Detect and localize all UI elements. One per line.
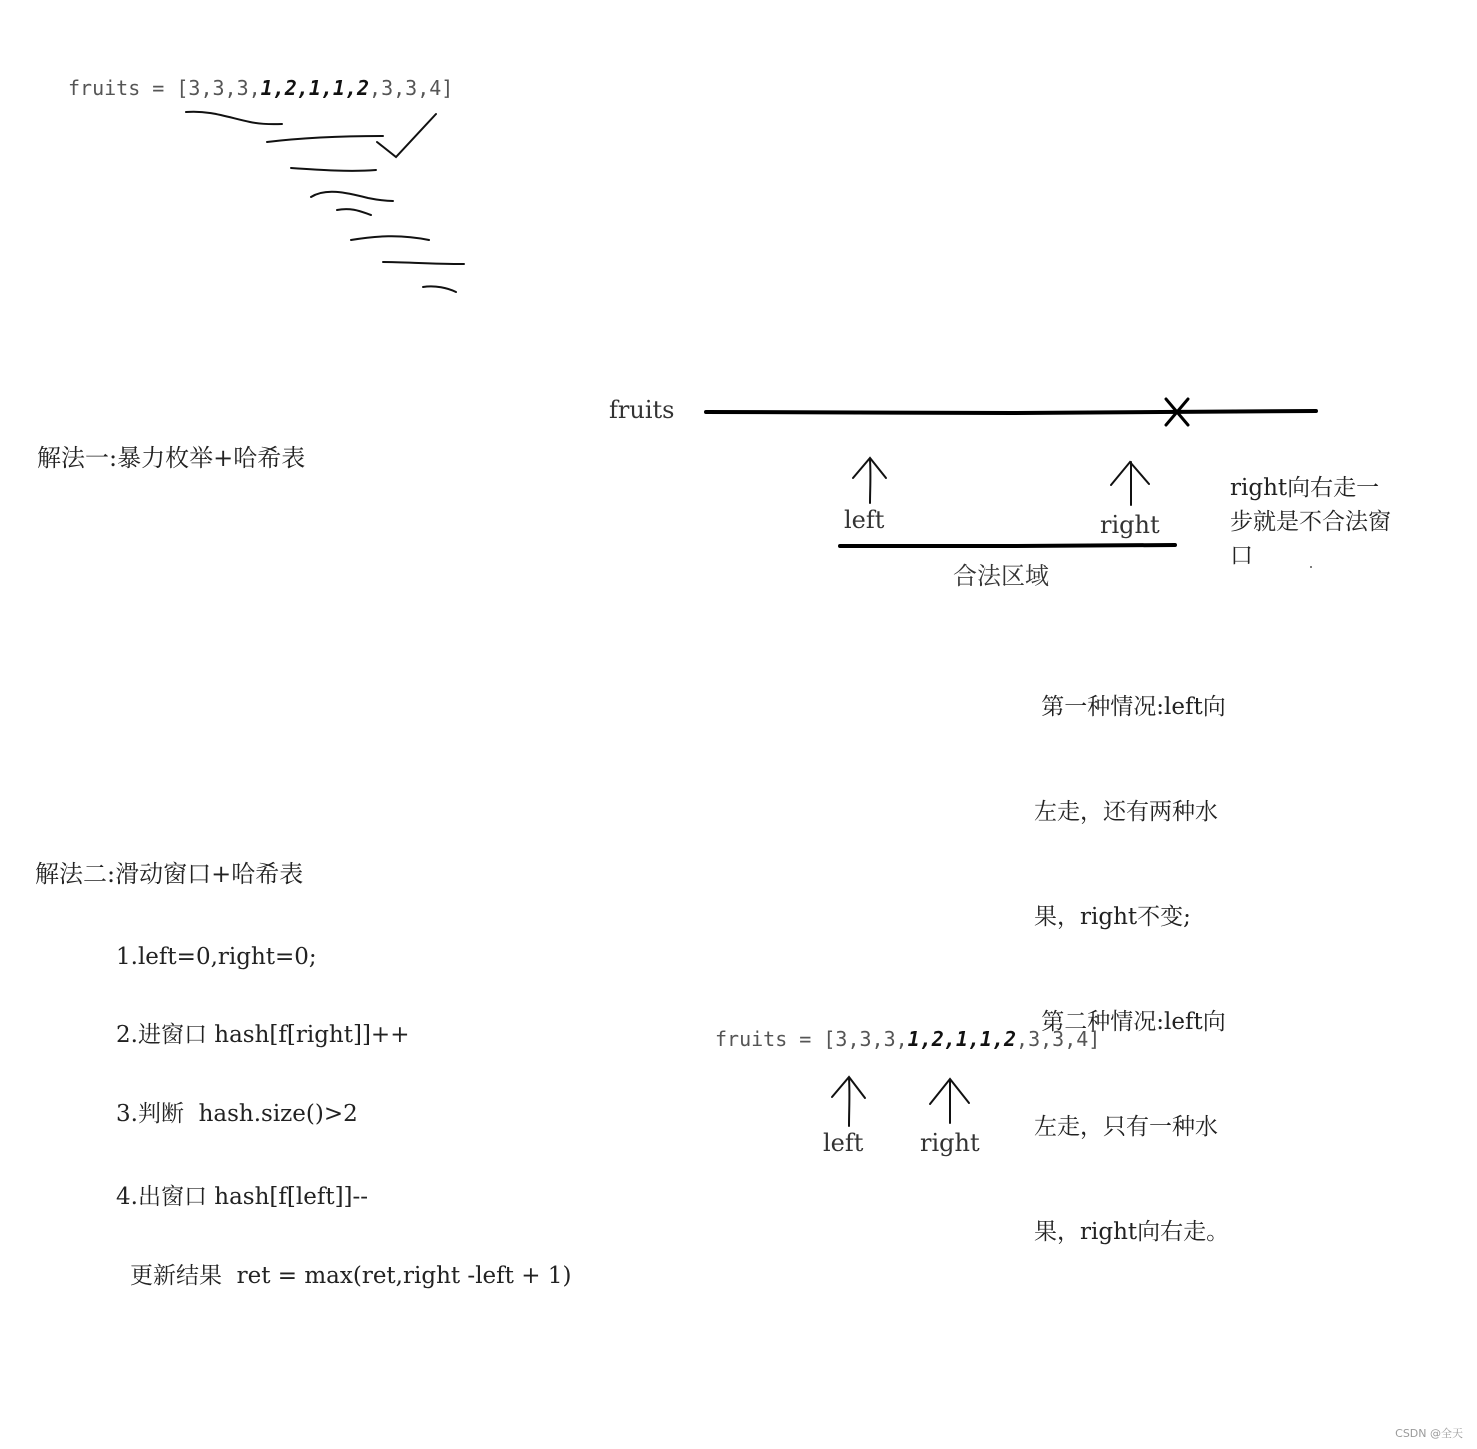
fruits-label: fruits [609,396,675,424]
array-bottom-plain-b: ,3,3,4] [1016,1027,1101,1051]
solution1-title: 解法一:暴力枚举+哈希表 [37,444,306,472]
bottom-left-label: left [823,1129,864,1157]
case-line-5: 左走，只有一种水 [1034,1114,1218,1140]
bottom-right-label: right [920,1129,980,1157]
array-bottom-prefix: fruits = [ [715,1027,836,1051]
array-bottom-bold: 1,2,1,1,2 [907,1027,1017,1051]
enum-stroke-2 [267,136,383,142]
step-1: 1.left=0,right=0; [116,944,317,970]
solution2-title: 解法二:滑动窗口+哈希表 [35,860,304,888]
step-3: 3.判断 hash.size()>2 [116,1101,358,1127]
left-label: left [844,506,885,534]
array-bottom [715,1027,1100,1051]
bottom-left-arrow [832,1077,865,1126]
step-update: 更新结果 ret = max(ret,right -left + 1) [130,1263,572,1289]
right-note-line-2: 步就是不合法窗 [1230,509,1391,535]
enum-stroke-1 [186,112,282,124]
array-top-bold: 1,2,1,1,2 [260,76,370,100]
right-note [1230,471,1391,573]
step-4: 4.出窗口 hash[f[left]]-- [116,1184,369,1210]
array-top-plain-b: ,3,3,4] [369,76,454,100]
array-top-prefix: fruits = [ [68,76,189,100]
enum-stroke-3 [291,168,376,171]
cases-note [1034,620,1229,1285]
enum-stroke-5 [337,209,371,215]
left-arrow [853,458,886,503]
fruits-line [706,411,1316,413]
enum-stroke-7 [383,262,464,264]
case-line-4: 第二种情况:left向 [1034,1009,1226,1035]
case-line-2: 左走，还有两种水 [1034,799,1218,825]
enum-stroke-6 [351,236,429,240]
bottom-right-arrow [930,1079,969,1123]
array-top-plain-a: 3,3,3, [188,76,261,100]
right-note-line-3: 口 [1230,543,1253,569]
case-line-6: 果，right向右走。 [1034,1219,1230,1245]
step-2: 2.进窗口 hash[f[right]]++ [116,1022,410,1048]
case-line-1: 第一种情况:left向 [1034,694,1226,720]
enum-stroke-4 [311,192,393,201]
right-arrow [1111,462,1149,505]
legal-region-label: 合法区域 [953,562,1049,590]
case-line-3: 果，right不变; [1034,904,1191,930]
right-note-line-1: right向右走一 [1230,475,1380,501]
check-mark [377,114,436,157]
enum-stroke-8 [423,286,456,292]
array-bottom-plain-a: 3,3,3, [835,1027,908,1051]
watermark: CSDN @全天 [1395,1427,1463,1440]
right-label: right [1100,511,1160,539]
legal-region-line [840,545,1175,546]
